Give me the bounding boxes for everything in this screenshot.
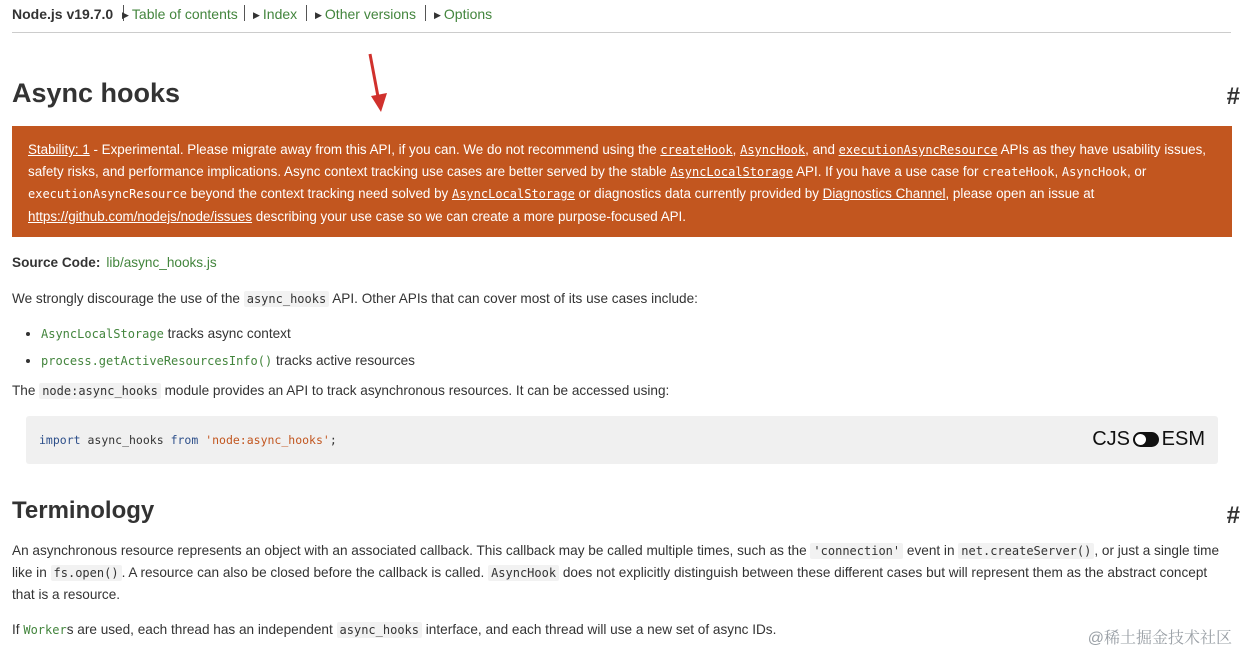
source-code-line bbox=[12, 255, 217, 270]
triangle-right-icon: ▶ bbox=[122, 10, 129, 20]
banner-text: API. If you have a use case for bbox=[793, 164, 983, 180]
code-execution-async-resource: executionAsyncResource bbox=[28, 187, 187, 202]
paragraph-text: . A resource can also be closed before the callback is called. bbox=[121, 565, 489, 580]
nav-link-label: Index bbox=[262, 6, 298, 22]
code-execution-async-resource: executionAsyncResource bbox=[838, 143, 998, 157]
paragraph-text: API. Other APIs that can cover most of its use cases include: bbox=[329, 291, 698, 306]
banner-text: , bbox=[1054, 164, 1062, 180]
module-paragraph bbox=[12, 380, 1227, 402]
banner-text: APIs as they have usability issues, safety risks, and performance implications. Async context tracking use cases are better served by the stable bbox=[28, 142, 1206, 180]
nav-link-label: Table of contents bbox=[131, 6, 238, 22]
execution-async-resource-link[interactable] bbox=[839, 142, 998, 157]
intro-paragraph bbox=[12, 288, 1227, 310]
paragraph-text: An asynchronous resource represents an object with an associated callback. This callback may be called multiple times, such as the bbox=[12, 543, 811, 558]
list-item bbox=[41, 324, 415, 351]
code-identifier: async_hooks bbox=[80, 433, 171, 447]
code-block bbox=[26, 416, 1218, 464]
watermark: @稀土掘金技术社区 bbox=[1087, 630, 1232, 647]
worker-link[interactable]: Worker bbox=[23, 623, 67, 637]
banner-text: , or bbox=[1126, 164, 1147, 180]
source-code-link[interactable]: lib/async_hooks.js bbox=[106, 255, 217, 270]
version-label: Node.js v19.7.0 bbox=[12, 6, 114, 22]
code-async-hooks: async_hooks bbox=[337, 622, 422, 638]
code-asynchook: AsyncHook bbox=[740, 143, 806, 157]
createhook-link[interactable] bbox=[660, 142, 732, 157]
banner-text: , please open an issue at bbox=[945, 186, 1095, 202]
async-local-storage-link[interactable] bbox=[670, 164, 793, 179]
paragraph-text: module provides an API to track asynchronous resources. It can be accessed using: bbox=[160, 383, 670, 398]
paragraph-text: We strongly discourage the use of the bbox=[12, 291, 244, 306]
paragraph-text: If bbox=[12, 622, 24, 637]
esm-label: ESM bbox=[1161, 428, 1205, 450]
stability-link[interactable]: Stability: 1 bbox=[28, 142, 90, 157]
banner-text: , and bbox=[805, 142, 839, 157]
code-string: 'node:async_hooks' bbox=[198, 433, 330, 447]
nav-separator bbox=[306, 5, 307, 21]
alternatives-list bbox=[12, 324, 415, 378]
code-async-hooks: async_hooks bbox=[244, 291, 329, 307]
paragraph-text: does not explicitly distinguish between these different cases but will represent them as the abstract concept that is a resource. bbox=[12, 565, 1208, 602]
banner-text: - Experimental. Please migrate away from this API, if you can. We do not recommend using the bbox=[89, 142, 661, 157]
page-title: Async hooks bbox=[12, 78, 181, 108]
code-keyword: import bbox=[39, 433, 81, 447]
toggle-switch-icon bbox=[1133, 432, 1159, 447]
list-item-text: tracks async context bbox=[163, 326, 291, 341]
nav-options[interactable] bbox=[434, 6, 492, 22]
code-fs-open: fs.open() bbox=[51, 565, 122, 581]
triangle-right-icon: ▶ bbox=[315, 10, 322, 20]
banner-text: , bbox=[732, 142, 741, 157]
cjs-label: CJS bbox=[1092, 428, 1130, 450]
terminology-paragraph-2 bbox=[12, 619, 1227, 641]
terminology-anchor-link[interactable]: # bbox=[1226, 502, 1240, 529]
code-asynchook: AsyncHook bbox=[488, 565, 559, 581]
async-local-storage-link[interactable] bbox=[452, 186, 575, 201]
paragraph-text: event in bbox=[903, 543, 959, 558]
code-punctuation: ; bbox=[329, 433, 337, 447]
paragraph-text: interface, and each thread will use a new set of async IDs. bbox=[422, 622, 777, 637]
paragraph-text: The bbox=[12, 383, 40, 398]
annotation-arrow-icon bbox=[360, 50, 390, 116]
banner-text: or diagnostics data currently provided by bbox=[574, 186, 823, 202]
code-net-create-server: net.createServer() bbox=[958, 543, 1094, 559]
terminology-paragraph-1 bbox=[12, 540, 1227, 605]
toggle-knob bbox=[1135, 434, 1146, 445]
nav-link-label: Options bbox=[443, 6, 493, 22]
top-nav bbox=[12, 0, 1231, 33]
banner-text: beyond the context tracking need solved by bbox=[186, 186, 452, 202]
list-item-text: tracks active resources bbox=[272, 353, 415, 368]
code-createhook: createHook bbox=[660, 143, 733, 157]
code-keyword: from bbox=[170, 433, 199, 447]
code-connection: 'connection' bbox=[810, 543, 903, 559]
diagnostics-channel-link[interactable]: Diagnostics Channel bbox=[822, 186, 946, 202]
nav-separator bbox=[244, 5, 245, 21]
nav-link-label: Other versions bbox=[324, 6, 416, 22]
code-async-local-storage: AsyncLocalStorage bbox=[670, 165, 794, 180]
triangle-right-icon: ▶ bbox=[253, 10, 260, 20]
asynchook-link[interactable] bbox=[740, 142, 805, 157]
terminology-heading: Terminology bbox=[12, 497, 155, 524]
github-issues-link[interactable]: https://github.com/nodejs/node/issues bbox=[28, 208, 253, 224]
nav-other-versions[interactable] bbox=[315, 6, 416, 22]
nav-index[interactable] bbox=[253, 6, 297, 22]
stability-banner bbox=[12, 126, 1232, 237]
async-local-storage-link[interactable]: AsyncLocalStorage bbox=[41, 327, 164, 341]
list-item bbox=[41, 351, 415, 378]
code-node-async-hooks: node:async_hooks bbox=[39, 383, 161, 399]
code-async-local-storage: AsyncLocalStorage bbox=[451, 187, 575, 202]
section-anchor-link[interactable]: # bbox=[1226, 83, 1240, 110]
banner-text: describing your use case so we can create a more purpose-focused API. bbox=[252, 208, 687, 224]
paragraph-text: s are used, each thread has an independent bbox=[66, 622, 337, 637]
get-active-resources-info-link[interactable]: process.getActiveResourcesInfo() bbox=[41, 354, 273, 368]
code-asynchook: AsyncHook bbox=[1061, 165, 1127, 180]
paragraph-text: , or just a single time like in bbox=[12, 543, 1220, 580]
source-code-label: Source Code: bbox=[12, 255, 101, 270]
triangle-right-icon: ▶ bbox=[434, 10, 441, 20]
nav-table-of-contents[interactable] bbox=[122, 6, 238, 22]
code-line bbox=[39, 433, 337, 447]
code-createhook: createHook bbox=[982, 165, 1055, 180]
nav-separator bbox=[425, 5, 426, 21]
